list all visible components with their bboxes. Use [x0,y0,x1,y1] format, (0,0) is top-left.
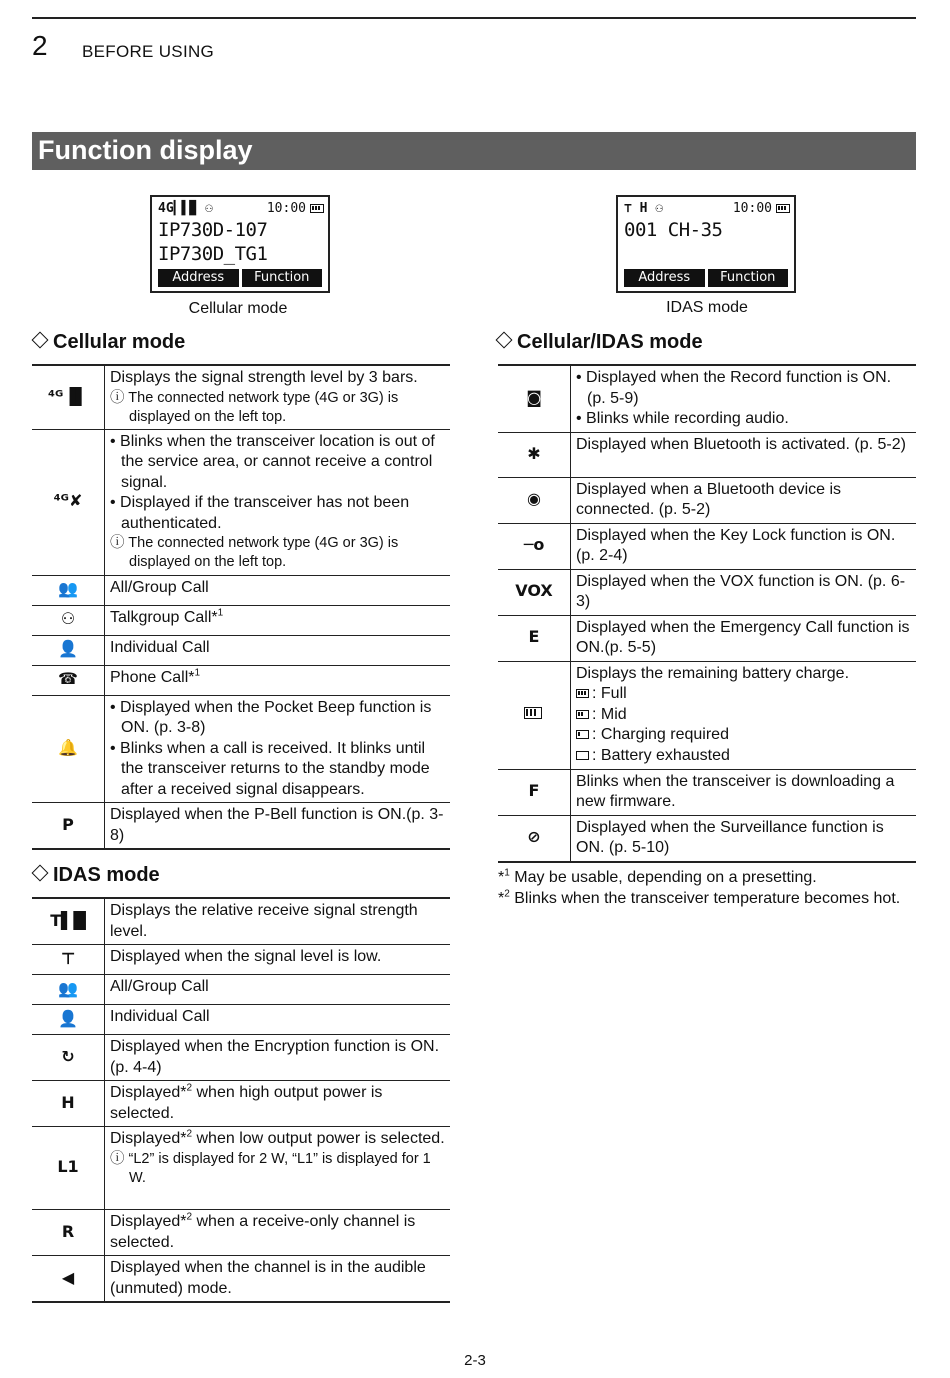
footnotes [498,867,908,909]
description-text: Displays the remaining battery charge. [576,664,850,682]
table-row [498,815,916,862]
screen-time: 10:00 [266,201,306,216]
idas-mode-heading: IDAS mode [34,864,160,887]
info-icon: ⓘ [110,389,125,406]
table-row [32,429,450,575]
description-text: Displayed when the P-Bell function is ON.(p. 3-8) [110,806,444,844]
address-softkey: Address [624,269,705,287]
cellular-screen [150,195,330,293]
chapter-title: BEFORE USING [82,42,215,61]
page-number: 2-3 [464,1352,486,1369]
idas-signal-icon: T▌█ [50,910,86,930]
battery-icon [310,204,324,213]
battery-icon [776,204,790,213]
firmware-icon: F [528,781,540,801]
table-row [32,695,450,803]
battery-level-item: : Mid [576,705,912,726]
table-row [498,661,916,769]
description-text: Displayed when a Bluetooth device is connected. (p. 5-2) [576,480,842,518]
diamond-icon [32,332,49,349]
description-text: Displayed when the Key Lock function is ON. (p. 2-4) [576,526,896,564]
table-row [32,1005,450,1035]
bullet-item: • Displayed when the Pocket Beep function is ON. (p. 3-8) [110,698,432,736]
bullet-item: • Blinks while recording audio. [576,410,789,427]
table-row [32,975,450,1005]
individual-call-icon: 👤 [58,639,78,659]
battery-level-icon [576,730,589,739]
screen-time: 10:00 [732,201,772,216]
diamond-icon [496,332,513,349]
description-text: Displayed when the channel is in the audible (unmuted) mode. [110,1259,426,1297]
battery-level-item: : Full [576,684,912,705]
table-row [32,365,450,429]
info-note: ⓘ The connected network type (4G or 3G) is displayed on the left top. [110,535,399,570]
table-row [32,1127,450,1210]
description-text: Displayed when the Surveillance function is ON. (p. 5-10) [576,818,884,856]
encryption-icon: ↻ [61,1046,75,1066]
info-icon: ⓘ [110,1150,125,1167]
record-icon: ◙ [526,388,542,407]
screen-status-icons: ⊤ H ⚇ [624,201,664,216]
function-softkey: Function [708,269,789,287]
bluetooth-connected-icon: ◉ [527,489,541,509]
idas-screen [616,195,796,293]
all-group-call-icon: 👥 [58,579,78,599]
bullet-item: • Blinks when a call is received. It blinks until the transceiver returns to the standby mode after a received signal disappears. [110,739,430,798]
table-row [32,665,450,695]
signal-4g-icon: ⁴ᴳ▐▌ [48,386,88,406]
no-signal-4g-icon: ⁴ᴳ✘ [53,491,83,511]
description-text: Talkgroup Call*$^1$ [110,607,224,626]
diamond-icon [32,865,49,882]
table-row [32,1210,450,1256]
p-bell-icon: P [62,814,74,834]
individual-call-icon: 👤 [58,1008,78,1028]
description-text: Phone Call*$^1$ [110,667,201,686]
cellular-caption: Cellular mode [188,300,288,317]
footnote-1: *$^1$ May be usable, depending on a presetting. [498,867,817,886]
description-text: Blinks when the transceiver is downloading a new firmware. [576,772,895,810]
info-note: ⓘ The connected network type (4G or 3G) is displayed on the left top. [110,389,399,425]
description-text: Displayed*$^2$ when low output power is selected. [110,1128,445,1147]
table-row [498,365,916,432]
battery-level-icon [576,689,589,698]
description-text: Displays the signal strength level by 3 bars. [110,369,418,386]
battery-level-item: : Charging required [576,725,912,746]
description-text: Displays the relative receive signal strength level. [110,902,418,940]
idas-mode-table [32,897,450,1303]
description-text: Individual Call [110,1008,210,1025]
description-text: Displayed*$^2$ when a receive-only channel is selected. [110,1211,416,1251]
table-row [32,605,450,635]
phone-call-icon: ☎ [58,669,78,689]
description-text: All/Group Call [110,578,209,596]
screen-status-icons: 4G▎▌▉ ⚇ [158,201,213,216]
table-row [498,769,916,815]
vox-icon: VOX [515,581,553,601]
info-icon: ⓘ [110,535,125,551]
description-text: Displayed*$^2$ when high output power is selected. [110,1082,383,1122]
low-power-icon: L1 [57,1157,79,1177]
function-softkey: Function [242,269,323,287]
description-text: Individual Call [110,638,210,656]
idas-caption: IDAS mode [666,299,748,316]
speaker-icon: ◀ [61,1267,75,1287]
table-row [32,1256,450,1303]
bluetooth-icon: ✱ [527,443,541,463]
chapter-number: 2 [32,30,48,61]
key-lock-icon: ─o [523,535,545,555]
pocket-beep-icon: 🔔 [58,738,78,757]
table-row [498,432,916,477]
all-group-call-icon: 👥 [58,978,78,998]
description-text: Displayed when the VOX function is ON. (p. 6-3) [576,572,906,610]
bullet-item: • Displayed if the transceiver has not been authenticated. [110,494,410,532]
section-banner: Function display [32,132,916,170]
battery-icon [524,704,545,723]
table-row [498,523,916,569]
cellular-mode-heading: Cellular mode [34,331,185,354]
screen-line-1: IP730D-107 [158,219,268,241]
cellular-idas-mode-table [498,364,916,863]
table-row [498,477,916,523]
address-softkey: Address [158,269,239,287]
footnote-2: *$^2$ Blinks when the transceiver temperature becomes hot. [498,888,901,907]
table-row [32,803,450,850]
high-power-icon: H [61,1092,75,1112]
info-note: ⓘ “L2” is displayed for 2 W, “L1” is displayed for 1 W. [110,1150,431,1186]
table-row [32,1081,450,1127]
description-text: Displayed when Bluetooth is activated. (p. 5-2) [576,435,906,453]
screen-line-2: IP730D_TG1 [158,243,268,265]
table-row [32,898,450,945]
cellular-idas-mode-heading: Cellular/IDAS mode [498,331,703,354]
cellular-mode-table [32,364,450,850]
description-text: All/Group Call [110,978,209,995]
table-row [32,575,450,605]
description-text: Displayed when the signal level is low. [110,948,382,965]
table-row [32,1035,450,1081]
header-rule [32,17,916,19]
talkgroup-call-icon: ⚇ [60,609,76,629]
screen-line-1: 001 CH-35 [624,219,723,241]
low-signal-icon: ⊤ [60,948,76,968]
battery-level-icon [576,710,589,719]
receive-only-icon: R [61,1221,75,1241]
description-text: Displayed when the Encryption function is ON. (p. 4-4) [110,1038,440,1076]
bullet-item: • Displayed when the Record function is ON. (p. 5-9) [576,369,892,407]
emergency-icon: E [528,627,540,647]
description-text: Displayed when the Emergency Call function is ON.(p. 5-5) [576,618,910,656]
table-row [498,569,916,615]
battery-level-icon [576,751,589,760]
surveillance-icon: ⊘ [527,827,541,847]
table-row [498,615,916,661]
bullet-item: • Blinks when the transceiver location is out of the service area, or cannot receive a control signal. [110,432,435,491]
battery-level-item: : Battery exhausted [576,746,912,767]
table-row [32,945,450,975]
table-row [32,635,450,665]
